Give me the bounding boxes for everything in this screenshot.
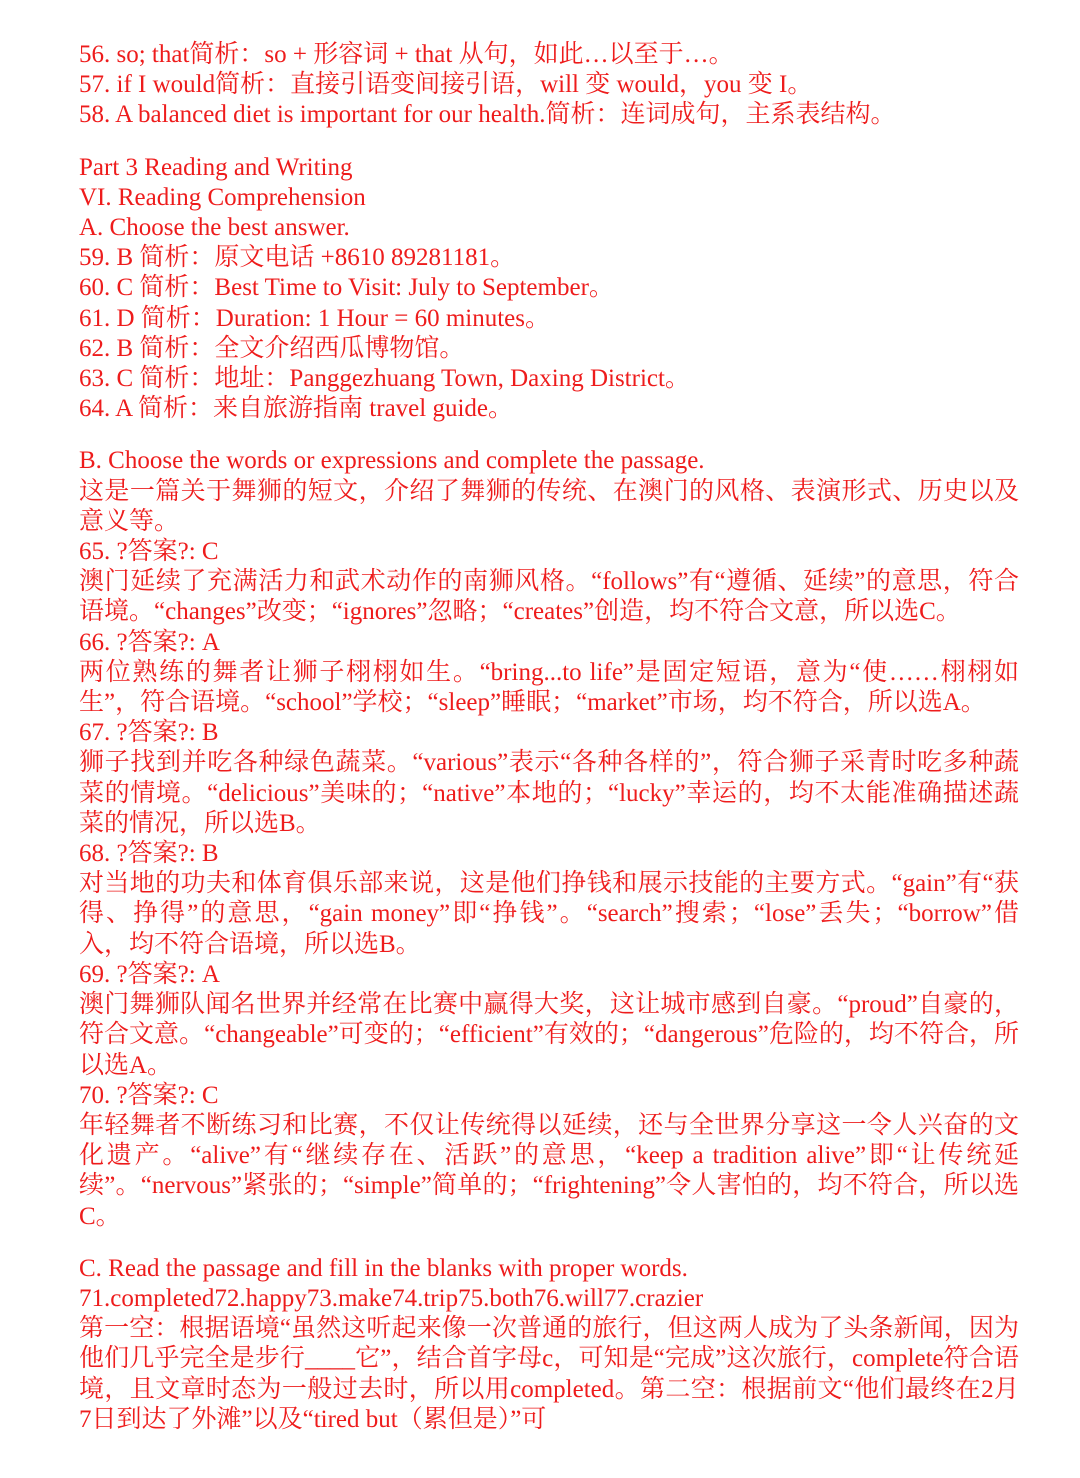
sub-c-section — [79, 1254, 1019, 1435]
answer-61: 61. D 简析：Duration: 1 Hour = 60 minutes。 — [79, 304, 551, 332]
explanation-68: 对当地的功夫和体育俱乐部来说，这是他们挣钱和展示技能的主要方式。“gain”有“获得、挣得”的意思，“gain money”即“挣钱”。“search”搜索；“lose”丢失；“borrow”借入，均不符合语境，所以选B。 — [79, 870, 1019, 958]
answer-66: 66. ?答案?: A — [79, 628, 220, 656]
explanation-69: 澳门舞狮队闻名世界并经常在比赛中赢得大奖，这让城市感到自豪。“proud”自豪的，符合文意。“changeable”可变的；“efficient”有效的；“dangerous”危险的，均不符合，所以选A。 — [79, 991, 1019, 1079]
answer-63: 63. C 简析：地址：Panggezhuang Town, Daxing District。 — [79, 365, 690, 393]
document-page — [79, 40, 1019, 1435]
answer-56: 56. so; that简析：so + 形容词 + that 从句，如此…以至于…。 — [79, 41, 734, 68]
sub-b-section — [79, 446, 1019, 1231]
explanation-65: 澳门延续了充满活力和武术动作的南狮风格。“follows”有“遵循、延续”的意思，符合语境。“changes”改变；“ignores”忽略；“creates”创造，均不符合文意，所以选C。 — [79, 568, 1019, 626]
explanation-70: 年轻舞者不断练习和比赛，不仅让传统得以延续，还与全世界分享这一令人兴奋的文化遗产。“alive”有“继续存在、活跃”的意思，“keep a tradition alive”即“让传统延续”。“nervous”紧张的；“simple”简单的；“frightening”令人害怕的，均不符合，所以选C。 — [79, 1111, 1019, 1230]
sub-c-title: C. Read the passage and fill in the blanks with proper words. — [79, 1254, 688, 1282]
sub-a-title: A. Choose the best answer. — [79, 214, 350, 242]
answer-65: 65. ?答案?: C — [79, 538, 219, 566]
sub-c-explanation: 第一空：根据语境“虽然这听起来像一次普通的旅行，但这两人成为了头条新闻，因为他们几乎完全是步行____它”，结合首字母c，可知是“完成”这次旅行，complete符合语境，且文章时态为一般过去时，所以用completed。第二空：根据前文“他们最终在2月7日到达了外滩”以及“tired but（累但是）”可 — [79, 1315, 1019, 1433]
answer-57: 57. if I would简析：直接引语变间接引语，will 变 would，you 变 I。 — [79, 71, 813, 99]
answer-59: 59. B 简析：原文电话 +8610 89281181。 — [79, 244, 516, 272]
sub-c-answers: 71.completed72.happy73.make74.trip75.both76.will77.crazier — [79, 1284, 704, 1312]
part-title: Part 3 Reading and Writing — [79, 153, 353, 181]
answer-68: 68. ?答案?: B — [79, 840, 219, 868]
answer-58: 58. A balanced diet is important for our health.简析：连词成句，主系表结构。 — [79, 101, 896, 129]
section-top-answers — [79, 40, 1019, 131]
explanation-67: 狮子找到并吃各种绿色蔬菜。“various”表示“各种各样的”，符合狮子采青时吃多种蔬菜的情境。“delicious”美味的；“native”本地的；“lucky”幸运的，均不太能准确描述蔬菜的情况，所以选B。 — [79, 749, 1019, 837]
sub-b-intro: 这是一篇关于舞狮的短文，介绍了舞狮的传统、在澳门的风格、表演形式、历史以及意义等。 — [79, 477, 1019, 535]
part3-section — [79, 153, 1019, 425]
answer-69: 69. ?答案?: A — [79, 960, 220, 988]
answer-70: 70. ?答案?: C — [79, 1081, 219, 1109]
section-heading: VI. Reading Comprehension — [79, 183, 366, 211]
answer-60: 60. C 简析：Best Time to Visit: July to September。 — [79, 274, 614, 302]
answer-62: 62. B 简析：全文介绍西瓜博物馆。 — [79, 334, 465, 362]
sub-b-title: B. Choose the words or expressions and complete the passage. — [79, 447, 705, 475]
answer-64: 64. A 简析：来自旅游指南 travel guide。 — [79, 395, 513, 423]
answer-67: 67. ?答案?: B — [79, 719, 219, 747]
explanation-66: 两位熟练的舞者让狮子栩栩如生。“bring...to life”是固定短语，意为“使……栩栩如生”，符合语境。“school”学校；“sleep”睡眠；“market”市场，均不符合，所以选A。 — [79, 658, 1019, 717]
